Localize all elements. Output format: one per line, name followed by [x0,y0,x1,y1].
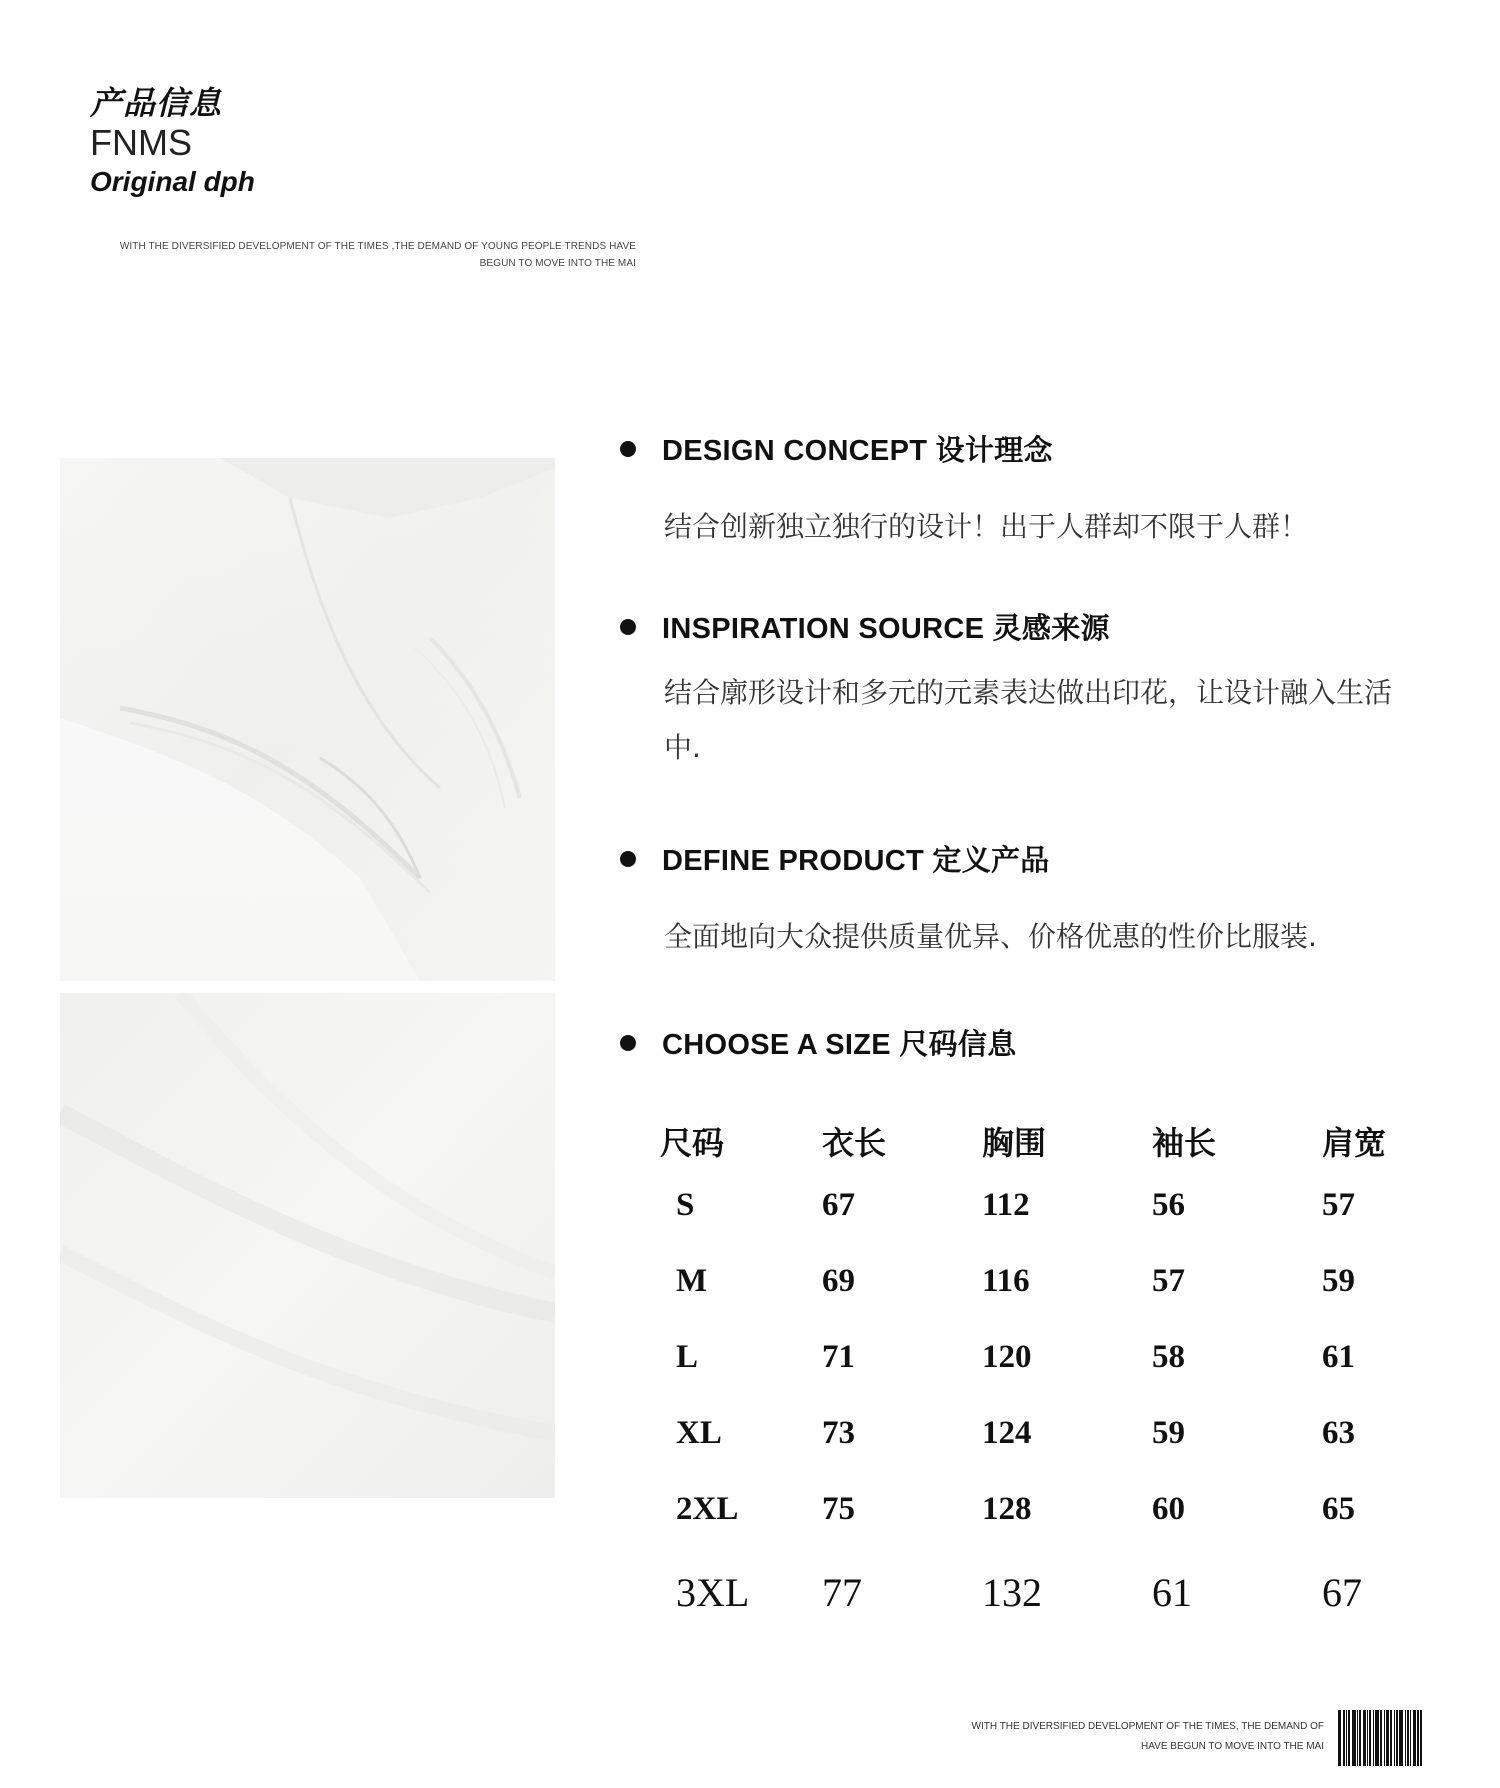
table-row [660,1243,1440,1319]
barcode-bar [1396,1710,1398,1766]
section-body: 结合创新独立独行的设计！出于人群却不限于人群！ [664,510,1309,543]
section-design-concept [620,428,1440,554]
footer-tagline-line-1: WITH THE DIVERSIFIED DEVELOPMENT OF THE TIMES, THE DEMAND OF [971,1721,1324,1732]
sleeve-cell: 57 [1152,1262,1185,1299]
length-cell: 77 [822,1569,862,1615]
length-cell: 71 [822,1338,855,1375]
size-cell: 3XL [676,1569,750,1615]
barcode-bar [1346,1710,1347,1766]
section-body: 全面地向大众提供质量优异、价格优惠的性价比服装. [664,920,1317,953]
chest-cell: 112 [982,1186,1030,1223]
header-tagline-line-2: BEGUN TO MOVE INTO THE MAI [479,258,636,269]
barcode-bar [1369,1710,1371,1766]
header-chest: 胸围 [982,1124,1047,1162]
section-title: INSPIRATION SOURCE 灵感来源 [662,613,1110,645]
header-shoulder: 肩宽 [1322,1124,1387,1162]
barcode-bar [1384,1710,1385,1766]
barcode-bar [1357,1710,1358,1766]
fabric-detail-photo-texture [60,993,555,1498]
header-tagline [86,238,636,272]
barcode-bar [1343,1710,1345,1766]
chest-cell: 128 [982,1490,1032,1527]
table-row [660,1167,1440,1243]
section-heading [620,428,1440,469]
sleeve-cell: 58 [1152,1338,1185,1375]
sleeve-cell: 61 [1152,1569,1192,1615]
length-cell: 75 [822,1490,855,1527]
size-cell: XL [676,1414,722,1451]
barcode-bar [1407,1710,1409,1766]
barcode-bar [1413,1710,1416,1766]
fabric-detail-photo-collar [60,458,555,981]
bullet-dot [620,851,636,867]
barcode-bar [1338,1710,1341,1766]
barcode-bar [1363,1710,1366,1766]
barcode-bar [1348,1710,1350,1766]
header-tagline-line-1: WITH THE DIVERSIFIED DEVELOPMENT OF THE TIMES ,THE DEMAND OF YOUNG PEOPLE TRENDS HAVE [119,241,636,252]
barcode-bar [1420,1710,1422,1766]
footer-tagline [900,1717,1324,1757]
bullet-dot [620,441,636,457]
brand-subtitle: Original dph [90,166,255,197]
header-size: 尺码 [660,1124,725,1162]
shoulder-cell: 61 [1322,1338,1355,1375]
section-title: DEFINE PRODUCT 定义产品 [662,845,1050,877]
size-cell: M [676,1262,708,1299]
barcode-bar [1367,1710,1368,1766]
barcode-bar [1373,1710,1374,1766]
brand-name: FNMS [90,122,192,163]
barcode-bar [1359,1710,1361,1766]
barcode-bar [1399,1710,1403,1766]
barcode-bar [1375,1710,1379,1766]
chest-cell: 120 [982,1338,1032,1375]
barcode-bar [1417,1710,1419,1766]
section-choose-size [620,1022,1440,1063]
size-table-header [660,1115,1440,1167]
shoulder-cell: 65 [1322,1490,1355,1527]
chest-cell: 116 [982,1262,1030,1299]
barcode-bar [1380,1710,1382,1766]
shoulder-cell: 59 [1322,1262,1355,1299]
table-row [660,1547,1440,1637]
header-sleeve: 袖长 [1152,1124,1217,1162]
shoulder-cell: 67 [1322,1569,1362,1615]
product-info-title: 产品信息 [90,84,223,122]
section-define-product [620,838,1440,964]
table-row [660,1471,1440,1547]
sleeve-cell: 59 [1152,1414,1185,1451]
header-length: 衣长 [822,1124,887,1162]
size-chart-table [660,1115,1440,1637]
size-cell: S [676,1186,695,1223]
size-cell: L [676,1338,699,1375]
section-body: 结合廓形设计和多元的元素表达做出印花，让设计融入生活中. [664,676,1393,764]
chest-cell: 132 [982,1569,1042,1615]
shoulder-cell: 63 [1322,1414,1355,1451]
barcode-bar [1405,1710,1406,1766]
section-inspiration-source [620,606,1440,775]
barcode-bar [1410,1710,1411,1766]
bullet-dot [620,619,636,635]
chest-cell: 124 [982,1414,1032,1451]
size-cell: 2XL [676,1490,739,1527]
sleeve-cell: 60 [1152,1490,1185,1527]
table-row [660,1319,1440,1395]
barcode-bar [1386,1710,1389,1766]
section-title: DESIGN CONCEPT 设计理念 [662,435,1053,467]
length-cell: 67 [822,1186,855,1223]
barcode-bar [1352,1710,1356,1766]
footer-tagline-line-2: HAVE BEGUN TO MOVE INTO THE MAI [1141,1741,1324,1752]
section-heading [620,1022,1440,1063]
barcode-bar [1394,1710,1395,1766]
table-row [660,1395,1440,1471]
barcode-icon [1338,1710,1440,1766]
bullet-dot [620,1035,636,1051]
sleeve-cell: 56 [1152,1186,1185,1223]
shoulder-cell: 57 [1322,1186,1355,1223]
length-cell: 73 [822,1414,855,1451]
barcode-bar [1390,1710,1392,1766]
length-cell: 69 [822,1262,855,1299]
section-title: CHOOSE A SIZE 尺码信息 [662,1029,1017,1061]
section-heading [620,606,1440,647]
section-heading [620,838,1440,879]
